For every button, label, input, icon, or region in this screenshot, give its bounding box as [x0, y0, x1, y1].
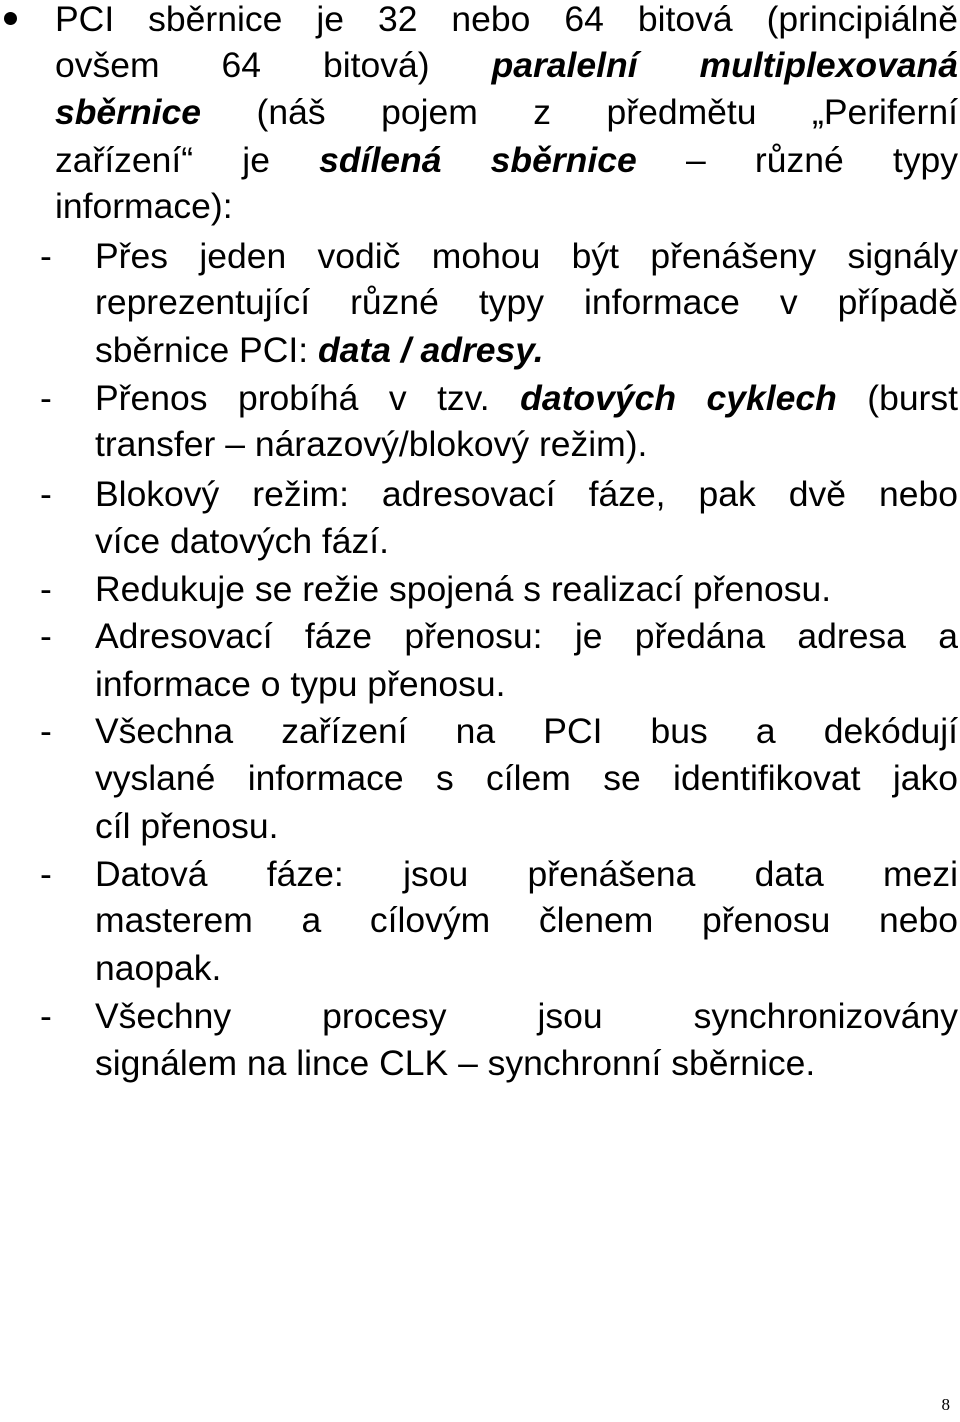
- item-7-line-3: [95, 945, 958, 991]
- item-1-line-3: [95, 327, 958, 373]
- page-number: 8: [941, 1395, 950, 1414]
- text: Přes jeden vodič mohou být přenášeny signály: [95, 236, 958, 276]
- text: reprezentující různé typy informace v případě: [95, 282, 958, 322]
- emphasis: sběrnice: [55, 92, 202, 132]
- text: Blokový režim: adresovací fáze, pak dvě nebo: [95, 474, 958, 514]
- item-6-line-3: [95, 803, 958, 849]
- text: signálem na lince CLK – synchronní sběrnice.: [95, 1043, 816, 1083]
- dash-marker: -: [40, 569, 52, 609]
- item-3-line-1: [95, 471, 958, 517]
- emphasis: sdílená sběrnice: [319, 140, 637, 180]
- text: – různé typy: [685, 140, 958, 180]
- text: Všechna zařízení na PCI bus a dekódují: [95, 711, 958, 751]
- dash-marker: -: [40, 711, 52, 751]
- text: masterem a cílovým členem přenosu nebo: [95, 900, 958, 940]
- intro-line-1: [55, 0, 958, 42]
- item-4-line-1: [95, 566, 958, 612]
- text: informace):: [55, 186, 233, 226]
- item-3-line-2: [95, 518, 958, 564]
- item-1-line-2: [95, 279, 958, 325]
- dash-marker: -: [40, 854, 52, 894]
- item-8-line-2: [95, 1040, 958, 1086]
- item-8-line-1: [95, 993, 958, 1039]
- text: naopak.: [95, 948, 222, 988]
- text: Přenos probíhá v tzv.: [95, 378, 490, 418]
- text: Všechny procesy jsou synchronizovány: [95, 996, 958, 1036]
- dash-marker: -: [40, 236, 52, 276]
- text: transfer – nárazový/blokový režim).: [95, 424, 648, 464]
- text: (náš pojem z předmětu „Periferní: [256, 92, 958, 132]
- intro-line-2: [55, 42, 958, 88]
- emphasis: paralelní multiplexovaná: [491, 45, 958, 85]
- bullet-icon: [4, 12, 17, 25]
- item-5-line-2: [95, 661, 958, 707]
- text: cíl přenosu.: [95, 806, 279, 846]
- dash-marker: -: [40, 378, 52, 418]
- emphasis: datových cyklech: [520, 378, 837, 418]
- item-7-line-1: [95, 851, 958, 897]
- text: vyslané informace s cílem se identifikovat jako: [95, 758, 958, 798]
- item-6-line-2: [95, 755, 958, 801]
- emphasis: data / adresy.: [317, 330, 544, 370]
- dash-marker: -: [40, 474, 52, 514]
- item-2-line-2: [95, 421, 958, 467]
- text: (burst: [867, 378, 958, 418]
- item-2-line-1: [95, 375, 958, 421]
- intro-line-4: [55, 137, 958, 183]
- intro-line-5: [55, 183, 958, 229]
- intro-line-3: [55, 89, 958, 135]
- dash-marker: -: [40, 616, 52, 656]
- item-6-line-1: [95, 708, 958, 754]
- text: informace o typu přenosu.: [95, 664, 506, 704]
- text: Datová fáze: jsou přenášena data mezi: [95, 854, 958, 894]
- dash-marker: -: [40, 996, 52, 1036]
- item-5-line-1: [95, 613, 958, 659]
- text: PCI sběrnice je 32 nebo 64 bitová (principiálně: [55, 0, 958, 39]
- text: ovšem 64 bitová): [55, 45, 430, 85]
- text: sběrnice PCI:: [95, 330, 309, 370]
- text: více datových fází.: [95, 521, 390, 561]
- item-1-line-1: [95, 233, 958, 279]
- text: Adresovací fáze přenosu: je předána adresa a: [95, 616, 958, 656]
- text: zařízení“ je: [55, 140, 270, 180]
- item-7-line-2: [95, 897, 958, 943]
- text: Redukuje se režie spojená s realizací přenosu.: [95, 569, 832, 609]
